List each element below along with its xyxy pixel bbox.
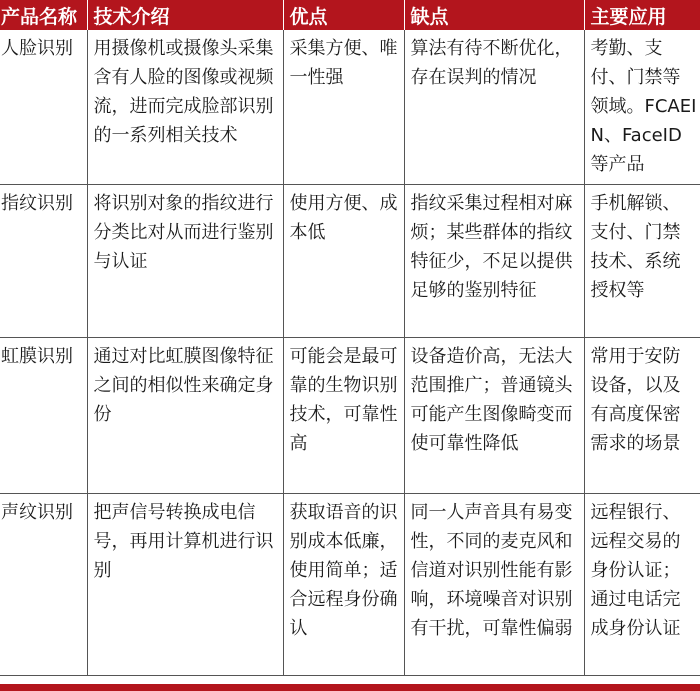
header-row — [0, 0, 700, 30]
cell-tech-intro: 通过对比虹膜图像特征之间的相似性来确定身份 — [87, 338, 283, 494]
cell-tech-intro: 把声信号转换成电信号，再用计算机进行识别 — [87, 494, 283, 676]
cell-cons: 设备造价高，无法大范围推广；普通镜头可能产生图像畸变而使可靠性降低 — [404, 338, 584, 494]
cell-tech-intro: 用摄像机或摄像头采集含有人脸的图像或视频流，进而完成脸部识别的一系列相关技术 — [87, 30, 283, 185]
cell-pros: 获取语音的识别成本低廉，使用简单；适合远程身份确认 — [283, 494, 404, 676]
cell-product-name: 人脸识别 — [0, 30, 87, 185]
header-product-name: 产品名称 — [0, 0, 87, 30]
cell-applications: 考勤、支付、门禁等领域。FCAEIN、FaceID等产品 — [584, 30, 700, 185]
cell-pros: 采集方便、唯一性强 — [283, 30, 404, 185]
cell-applications: 远程银行、远程交易的身份认证；通过电话完成身份认证 — [584, 494, 700, 676]
table-row-voiceprint-recognition — [0, 494, 700, 676]
cell-pros: 使用方便、成本低 — [283, 185, 404, 338]
header-cons: 缺点 — [404, 0, 584, 30]
header-tech-intro: 技术介绍 — [87, 0, 283, 30]
cell-product-name: 指纹识别 — [0, 185, 87, 338]
cell-tech-intro: 将识别对象的指纹进行分类比对从而进行鉴别与认证 — [87, 185, 283, 338]
cell-product-name: 虹膜识别 — [0, 338, 87, 494]
cell-pros: 可能会是最可靠的生物识别技术，可靠性高 — [283, 338, 404, 494]
cell-cons: 同一人声音具有易变性，不同的麦克风和信道对识别性能有影响，环境噪音对识别有干扰，可靠性偏弱 — [404, 494, 584, 676]
table-body — [0, 30, 700, 676]
header-pros: 优点 — [283, 0, 404, 30]
cell-cons: 指纹采集过程相对麻烦；某些群体的指纹特征少，不足以提供足够的鉴别特征 — [404, 185, 584, 338]
header-applications: 主要应用 — [584, 0, 700, 30]
cell-applications: 常用于安防设备，以及有高度保密需求的场景 — [584, 338, 700, 494]
cell-product-name: 声纹识别 — [0, 494, 87, 676]
table-bottom-rule — [0, 684, 700, 691]
table-row-face-recognition — [0, 30, 700, 185]
table-row-iris-recognition — [0, 338, 700, 494]
cell-cons: 算法有待不断优化，存在误判的情况 — [404, 30, 584, 185]
table-row-fingerprint-recognition — [0, 185, 700, 338]
cell-applications: 手机解锁、支付、门禁技术、系统授权等 — [584, 185, 700, 338]
table-header — [0, 0, 700, 30]
